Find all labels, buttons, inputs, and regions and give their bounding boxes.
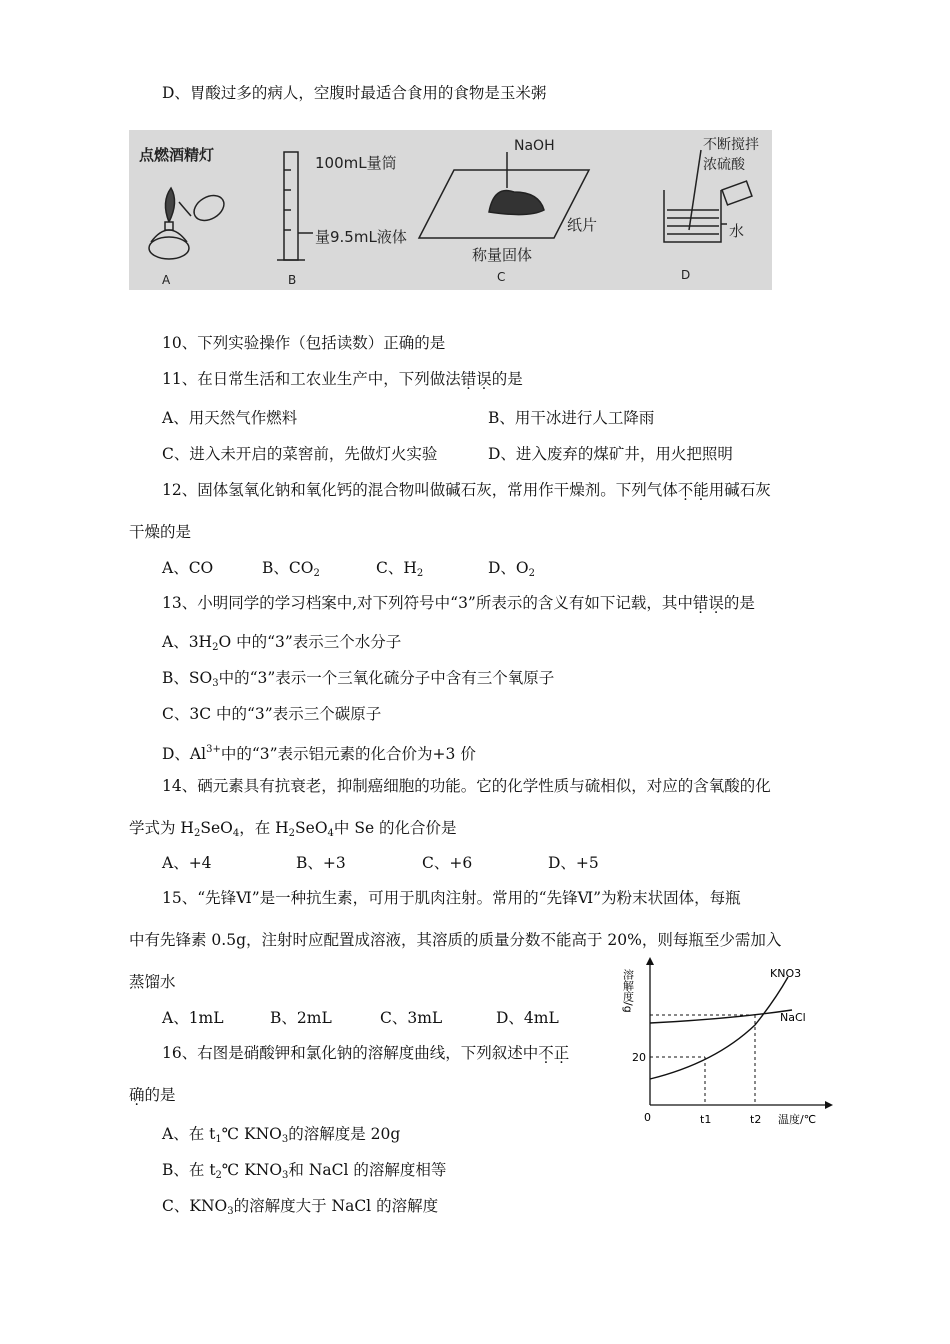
q11-stem	[162, 369, 523, 389]
q12-option-b	[262, 558, 320, 584]
alcohol-lamp-icon	[149, 188, 228, 259]
q16-option-b-sub2: 3	[282, 1170, 289, 1181]
q14-line2-part-a: 学式为 H	[129, 819, 194, 837]
q16-emphasis-1: 不	[538, 1044, 554, 1062]
q16-option-b-text: B、在 t	[162, 1161, 216, 1179]
kno3-series-label: KNO3	[770, 967, 802, 980]
q12-stem	[162, 480, 771, 500]
q14-stem-line2	[129, 818, 457, 844]
figure-d-caption-side: 水	[729, 222, 745, 240]
q15-option-a: A、1mL	[162, 1009, 224, 1027]
y-axis-label-1: 溶解度/g	[621, 969, 635, 1013]
q14-option-b: B、+3	[296, 854, 346, 872]
q12-option-b-sub: 2	[313, 568, 320, 579]
nacl-series-label: NaCl	[780, 1011, 806, 1024]
q14-line2-part-d: SeO	[295, 819, 328, 837]
q11-option-b: B、用干冰进行人工降雨	[488, 409, 655, 427]
q13-option-d-text: D、Al	[162, 745, 207, 763]
q13-option-d	[162, 740, 476, 764]
nacl-curve	[650, 1010, 792, 1023]
q16-stem-line2	[129, 1085, 176, 1105]
weighing-paper-icon	[419, 152, 589, 238]
q13-emphasis-2: 误	[708, 594, 724, 612]
q13-option-a-rest: O 中的“3”表示三个水分子	[218, 633, 402, 651]
q15-option-d: D、4mL	[496, 1009, 559, 1027]
x-tick-t2: t2	[750, 1113, 762, 1126]
q15-stem-line1: 15、“先锋Ⅵ”是一种抗生素，可用于肌肉注射。常用的“先锋Ⅵ”为粉末状固体，每瓶	[162, 889, 741, 907]
q15-option-b: B、2mL	[270, 1009, 332, 1027]
q13-option-c: C、3C 中的“3”表示三个碳原子	[162, 705, 382, 723]
figure-c-caption-side: 纸片	[567, 216, 598, 234]
q13-option-b-sub: 3	[212, 678, 219, 689]
q16-option-a-mid: ℃ KNO	[221, 1125, 282, 1143]
q13-option-b	[162, 668, 554, 694]
q16-stem-end: 的是	[144, 1086, 176, 1104]
q13-option-d-rest: 中的“3”表示铝元素的化合价为+3 价	[220, 745, 476, 763]
q12-emphasis-2: 能	[693, 481, 709, 499]
x-axis-arrow	[825, 1101, 833, 1109]
q16-stem-part: 16、右图是硝酸钾和氯化钠的溶解度曲线，下列叙述中	[162, 1044, 539, 1062]
q16-option-b-mid: ℃ KNO	[221, 1161, 283, 1179]
q13-option-a	[162, 632, 401, 658]
q16-option-c	[162, 1196, 438, 1222]
figure-d-caption-top2: 浓硫酸	[703, 157, 745, 173]
q16-emphasis-3: 确	[129, 1086, 145, 1104]
q13-option-b-text: B、SO	[162, 669, 213, 687]
q13-stem	[162, 593, 755, 613]
q12-option-c-sub: 2	[416, 568, 424, 579]
q12-option-d-sub: 2	[528, 568, 536, 579]
q11-emphasis-1: 错	[460, 370, 477, 388]
q9-option-d: D、胃酸过多的病人，空腹时最适合食用的食物是玉米粥	[162, 84, 547, 102]
q16-stem	[162, 1043, 569, 1063]
q13-emphasis-1: 错	[692, 594, 709, 612]
q16-option-a-text: A、在 t	[162, 1125, 216, 1143]
q15-stem-line2: 中有先锋素 0.5g，注射时应配置成溶液，其溶质的质量分数不能高于 20%，则每瓶至少需加入	[129, 931, 782, 949]
q11-option-a: A、用天然气作燃料	[162, 409, 298, 427]
lab-operations-figure	[129, 130, 772, 290]
q16-option-b-rest: 和 NaCl 的溶解度相等	[288, 1161, 447, 1179]
q13-option-a-text: A、3H	[162, 633, 213, 651]
q16-option-c-text: C、KNO	[162, 1197, 228, 1215]
figure-b-letter: B	[288, 273, 297, 287]
figure-c-caption-bottom: 称量固体	[472, 246, 533, 264]
q16-option-c-sub: 3	[227, 1206, 234, 1217]
figure-c-letter: C	[497, 270, 506, 284]
q14-option-c: C、+6	[422, 854, 473, 872]
q16-option-a-sub2: 3	[281, 1134, 289, 1145]
q16-option-b	[162, 1160, 446, 1186]
q16-emphasis-2: 正	[553, 1044, 570, 1062]
q13-option-b-rest: 中的“3”表示一个三氧化硫分子中含有三个氧原子	[218, 669, 555, 687]
q16-option-a-rest: 的溶解度是 20g	[288, 1125, 401, 1143]
figure-d-letter: D	[681, 268, 691, 282]
q13-stem-end: 的是	[723, 594, 755, 612]
solubility-chart	[620, 955, 840, 1130]
q12-option-c	[376, 558, 423, 584]
kno3-curve	[650, 977, 788, 1079]
q16-option-a-sub1: 1	[215, 1134, 222, 1145]
y-tick-20: 20	[632, 1051, 646, 1064]
q15-option-c: C、3mL	[380, 1009, 443, 1027]
q14-line2-sub-3: 2	[288, 828, 296, 839]
q12-option-c-text: C、H	[376, 559, 417, 577]
figure-b-caption-top: 100mL量筒	[315, 154, 397, 172]
q14-line2-sub-1: 2	[193, 828, 201, 839]
q16-option-b-sub1: 2	[215, 1170, 222, 1181]
q12-stem-end: 用碱石灰	[708, 481, 771, 499]
q11-option-d: D、进入废弃的煤矿井，用火把照明	[488, 445, 733, 463]
q12-option-d-text: D、O	[488, 559, 529, 577]
q14-line2-part-c: ，在 H	[239, 819, 289, 837]
q14-line2-sub-2: 4	[232, 828, 240, 839]
q16-option-a	[162, 1124, 400, 1150]
figure-c-caption-top: NaOH	[514, 138, 555, 154]
q11-stem-part: 11、在日常生活和工农业生产中，下列做法	[162, 370, 461, 388]
origin-label: 0	[644, 1111, 651, 1124]
x-tick-t1: t1	[700, 1113, 712, 1126]
q12-stem-part: 12、固体氢氧化钠和氧化钙的混合物叫做碱石灰，常用作干燥剂。下列气体	[162, 481, 678, 499]
q14-stem-line1: 14、硒元素具有抗衰老，抑制癌细胞的功能。它的化学性质与硫相似，对应的含氧酸的化	[162, 777, 771, 795]
q14-option-d: D、+5	[548, 854, 599, 872]
q10-stem: 10、下列实验操作（包括读数）正确的是	[162, 334, 446, 352]
lab-operations-drawing	[129, 130, 772, 290]
figure-a-caption: 点燃酒精灯	[139, 146, 215, 164]
q13-option-d-sup: 3+	[206, 744, 221, 755]
q11-option-c: C、进入未开启的菜窖前，先做灯火实验	[162, 445, 438, 463]
q11-emphasis-2: 误	[476, 370, 492, 388]
q15-stem-line3: 蒸馏水	[129, 973, 176, 991]
q13-stem-part: 13、小明同学的学习档案中,对下列符号中“3”所表示的含义有如下记载，其中	[162, 594, 693, 612]
y-axis-arrow	[646, 957, 654, 965]
x-axis-label: 温度/℃	[778, 1113, 817, 1126]
graduated-cylinder-icon	[277, 152, 313, 260]
figure-a-letter: A	[162, 273, 171, 287]
q14-line2-part-b: SeO	[200, 819, 233, 837]
q12-option-b-text: B、CO	[262, 559, 314, 577]
figure-d-caption-top1: 不断搅拌	[703, 137, 759, 153]
q14-line2-sub-4: 4	[327, 828, 334, 839]
q12-option-d	[488, 558, 535, 584]
q13-option-a-sub: 2	[212, 642, 219, 653]
q16-option-c-rest: 的溶解度大于 NaCl 的溶解度	[233, 1197, 439, 1215]
q14-line2-part-e: 中 Se 的化合价是	[333, 819, 457, 837]
q11-stem-end: 的是	[491, 370, 523, 388]
figure-b-caption-side: 量9.5mL液体	[315, 228, 407, 246]
q14-option-a: A、+4	[162, 854, 212, 872]
q12-emphasis-1: 不	[677, 481, 694, 499]
q12-option-a: A、CO	[162, 559, 214, 577]
q12-stem-line2: 干燥的是	[129, 523, 192, 541]
